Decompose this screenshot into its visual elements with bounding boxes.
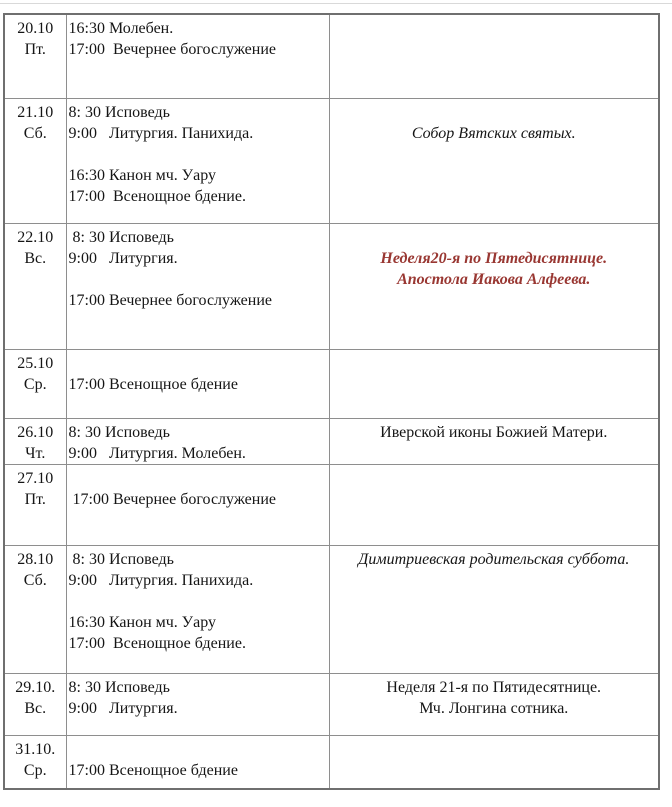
service-line: 17:00 Всенощное бдение — [68, 761, 238, 779]
date-cell — [4, 98, 66, 223]
table-row — [4, 673, 659, 735]
date-cell — [4, 223, 66, 349]
services-cell — [66, 418, 329, 464]
service-line — [69, 269, 327, 290]
service-line: 16:30 Канон мч. Уару — [68, 613, 217, 631]
service-line: 9:00 Литургия. Молебен. — [68, 444, 246, 462]
services-cell — [66, 223, 329, 349]
service-line: 17:00 Вечернее богослужение — [68, 490, 276, 508]
table-row — [4, 464, 659, 545]
service-line: 9:00 Литургия. Панихида. — [68, 124, 254, 142]
table-row — [4, 98, 659, 223]
table-row — [4, 418, 659, 464]
day-value: Ср. — [23, 761, 47, 779]
service-line — [69, 353, 327, 374]
service-line: 17:00 Всенощное бдение. — [68, 187, 246, 205]
note-line: Собор Вятских святых. — [411, 124, 576, 142]
service-line: 17:00 Вечернее богослужение — [68, 41, 276, 58]
day-value: Ср. — [23, 375, 47, 393]
service-line: 9:00 Литургия. — [68, 699, 178, 717]
note-line — [332, 227, 657, 248]
date-cell — [4, 14, 66, 98]
service-line: 8: 30 Исповедь — [68, 678, 170, 696]
day-value: Сб. — [23, 571, 47, 589]
note-cell — [329, 545, 659, 673]
date-value: 21.10 — [17, 103, 54, 121]
note-line: Мч. Лонгина сотника. — [419, 699, 569, 717]
table-row — [4, 349, 659, 418]
cropped-row-divider — [0, 3, 672, 4]
service-line: 8: 30 Исповедь — [68, 550, 174, 568]
date-cell — [4, 349, 66, 418]
services-cell — [66, 735, 329, 789]
day-value: Пт. — [24, 41, 46, 58]
table-row — [4, 14, 659, 98]
note-cell — [329, 418, 659, 464]
note-line: Димитриевская родительская суббота. — [358, 550, 630, 568]
note-line: Неделя 21-я по Пятидесятнице. — [386, 678, 602, 696]
date-value: 28.10 — [17, 550, 54, 568]
services-cell — [66, 464, 329, 545]
day-value: Вс. — [24, 249, 47, 267]
date-cell — [4, 673, 66, 735]
date-cell — [4, 545, 66, 673]
schedule-table — [3, 13, 660, 790]
services-cell — [66, 349, 329, 418]
day-value: Сб. — [23, 124, 47, 142]
note-cell — [329, 223, 659, 349]
note-cell — [329, 673, 659, 735]
services-cell — [66, 98, 329, 223]
note-cell — [329, 14, 659, 98]
date-value: 31.10. — [15, 740, 56, 758]
date-value: 29.10. — [15, 678, 56, 696]
service-line — [69, 144, 327, 165]
service-line: 16:30 Молебен. — [68, 20, 174, 37]
note-cell — [329, 98, 659, 223]
service-line: 9:00 Литургия. — [68, 249, 178, 267]
service-line — [69, 468, 327, 489]
note-line: Апостола Иакова Алфеева. — [397, 270, 591, 288]
service-line — [69, 591, 327, 612]
service-line: 16:30 Канон мч. Уару — [68, 166, 217, 184]
table-row — [4, 223, 659, 349]
services-cell — [66, 14, 329, 98]
date-value: 22.10 — [17, 228, 54, 246]
date-cell — [4, 464, 66, 545]
service-line: 17:00 Всенощное бдение. — [68, 634, 246, 652]
services-cell — [66, 545, 329, 673]
service-line: 17:00 Вечернее богослужение — [68, 291, 272, 309]
service-line — [69, 739, 327, 760]
note-cell — [329, 349, 659, 418]
date-value: 25.10 — [17, 354, 54, 372]
service-line: 17:00 Всенощное бдение — [68, 375, 238, 393]
note-cell — [329, 735, 659, 789]
date-cell — [4, 418, 66, 464]
day-value: Пт. — [24, 490, 46, 508]
date-cell — [4, 735, 66, 789]
services-cell — [66, 673, 329, 735]
day-value: Вс. — [24, 699, 47, 717]
date-value: 26.10 — [17, 423, 54, 441]
service-line: 8: 30 Исповедь — [68, 228, 174, 246]
table-row — [4, 545, 659, 673]
note-line — [332, 102, 657, 123]
table-row — [4, 735, 659, 789]
service-line: 8: 30 Исповедь — [68, 423, 170, 441]
note-line: Иверской иконы Божией Матери. — [380, 423, 608, 441]
service-line: 9:00 Литургия. Панихида. — [68, 571, 254, 589]
date-value: 27.10 — [17, 469, 54, 487]
note-cell — [329, 464, 659, 545]
service-line: 8: 30 Исповедь — [68, 103, 170, 121]
note-line: Неделя20-я по Пятедисятнице. — [380, 249, 608, 267]
schedule-table-body — [4, 14, 659, 789]
date-value: 20.10 — [17, 20, 54, 37]
day-value: Чт. — [25, 444, 46, 462]
